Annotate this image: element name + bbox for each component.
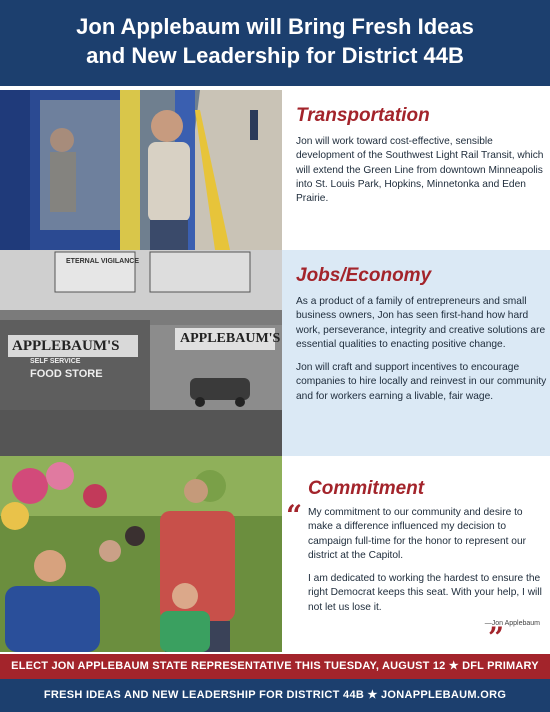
food-store-sign: FOOD STORE xyxy=(30,368,103,380)
jobs-text-1: As a product of a family of entrepreneurs and small business owners, Jon has seen first-hand how hard work, perseverance, integrity and creative solutions are essential qualities to enacting positive change. xyxy=(296,296,546,350)
heading-transportation: Transportation xyxy=(296,105,430,126)
commitment-text-2: I am dedicated to working the hardest to ensure the right Democrat keeps this seat. With your help, I will not let us lose it. xyxy=(308,573,542,613)
open-quote-mark: “ xyxy=(286,499,303,532)
footer-tagline-banner: FRESH IDEAS AND NEW LEADERSHIP FOR DISTRICT 44B ★ JONAPPLEBAUM.ORG xyxy=(0,679,550,712)
jobs-text-2: Jon will craft and support incentives to encourage companies to hire locally and reinvest in our community and for workers earning a livable, fair wage. xyxy=(296,362,547,402)
section-jobs-economy xyxy=(296,265,550,413)
transportation-text: Jon will work toward cost-effective, sensible development of the Southwest Light Rail Transit, which will extend the Green Line from downtown Minneapolis into St. Louis Park, Hopkins, Minnetonka and Eden Prairie. xyxy=(296,136,544,205)
photo-vintage-storefront xyxy=(0,250,282,456)
section-commitment xyxy=(286,478,550,654)
billboard-text: ETERNAL VIGILANCE xyxy=(66,258,139,265)
heading-jobs-economy: Jobs/Economy xyxy=(296,265,432,286)
section-transportation xyxy=(296,105,550,215)
heading-commitment: Commitment xyxy=(308,478,425,499)
footer-election-banner: ELECT JON APPLEBAUM STATE REPRESENTATIVE THIS TUESDAY, AUGUST 12 ★ DFL PRIMARY xyxy=(0,654,550,679)
photo-train-platform xyxy=(0,90,282,250)
storefront-sign-left: APPLEBAUM'S xyxy=(12,338,120,354)
commitment-text-1: My commitment to our community and desire to make a difference influenced my decision to campaign full-time for the honor to represent our district at the Capitol. xyxy=(308,507,527,561)
header-banner xyxy=(0,0,550,86)
quote-attribution: —Jon Applebaum xyxy=(484,620,540,628)
storefront-sign-right: APPLEBAUM'S xyxy=(180,331,281,346)
photo-parade-crowd xyxy=(0,456,282,652)
close-quote-mark: ” xyxy=(488,621,505,654)
headline-line-1: Jon Applebaum will Bring Fresh Ideas xyxy=(76,14,474,39)
self-service-sign: SELF SERVICE xyxy=(30,358,81,365)
headline-line-2: and New Leadership for District 44B xyxy=(86,43,464,68)
